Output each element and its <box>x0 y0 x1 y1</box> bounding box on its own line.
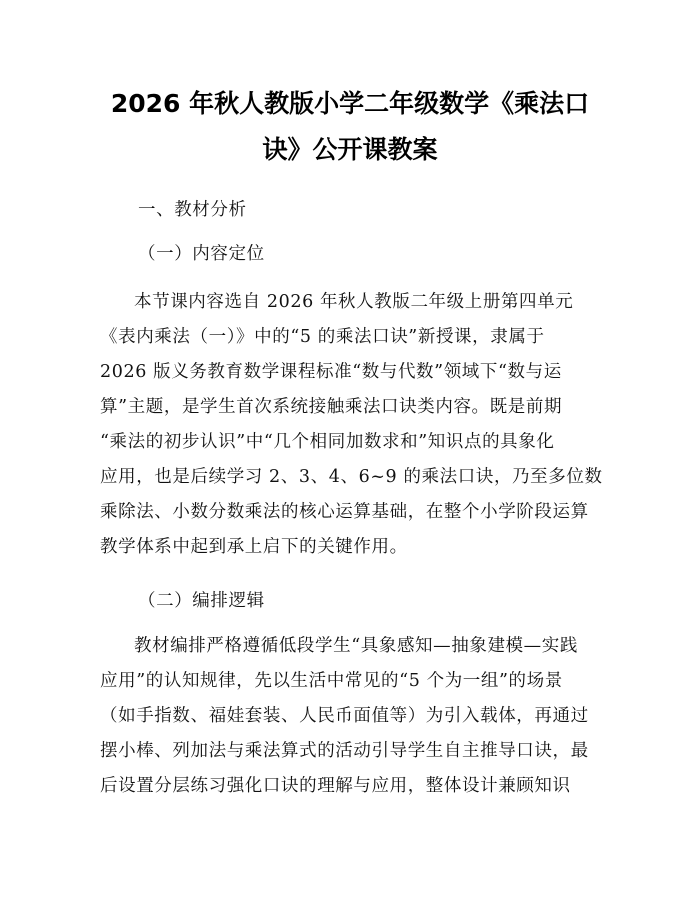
paragraph-line: （如手指数、福娃套装、人民币面值等）为引入载体，再通过 <box>100 706 589 726</box>
subsection-heading-content-positioning: （一）内容定位 <box>138 244 265 264</box>
document-title-line-1: 2026 年秋人教版小学二年级数学《乘法口 <box>110 89 590 118</box>
paragraph-line: 乘除法、小数分数乘法的核心运算基础，在整个小学阶段运算 <box>100 502 589 522</box>
paragraph-line: 教材编排严格遵循低段学生“具象感知—抽象建模—实践 <box>134 636 578 656</box>
section-heading-textbook-analysis: 一、教材分析 <box>138 200 247 220</box>
document-title-line-2: 诀》公开课教案 <box>262 135 438 164</box>
paragraph-line: 算”主题，是学生首次系统接触乘法口诀类内容。既是前期 <box>100 397 563 417</box>
paragraph-line: 应用”的认知规律，先以生活中常见的“5 个为一组”的场景 <box>100 671 563 691</box>
paragraph-line: 本节课内容选自 2026 年秋人教版二年级上册第四单元 <box>134 292 574 312</box>
paragraph-line: 摆小棒、列加法与乘法算式的活动引导学生自主推导口诀，最 <box>100 741 589 761</box>
paragraph-line: 《表内乘法（一）》中的“5 的乘法口诀”新授课，隶属于 <box>100 327 545 347</box>
paragraph-line: 教学体系中起到承上启下的关键作用。 <box>100 537 408 557</box>
paragraph-line: 后设置分层练习强化口诀的理解与应用，整体设计兼顾知识 <box>100 776 571 796</box>
paragraph-line: “乘法的初步认识”中“几个相同加数求和”知识点的具象化 <box>100 432 555 452</box>
paragraph-line: 2026 版义务教育数学课程标准“数与代数”领域下“数与运 <box>100 362 562 382</box>
subsection-heading-arrangement-logic: （二）编排逻辑 <box>138 591 265 611</box>
paragraph-line: 应用，也是后续学习 2、3、4、6~9 的乘法口诀，乃至多位数 <box>100 467 603 487</box>
